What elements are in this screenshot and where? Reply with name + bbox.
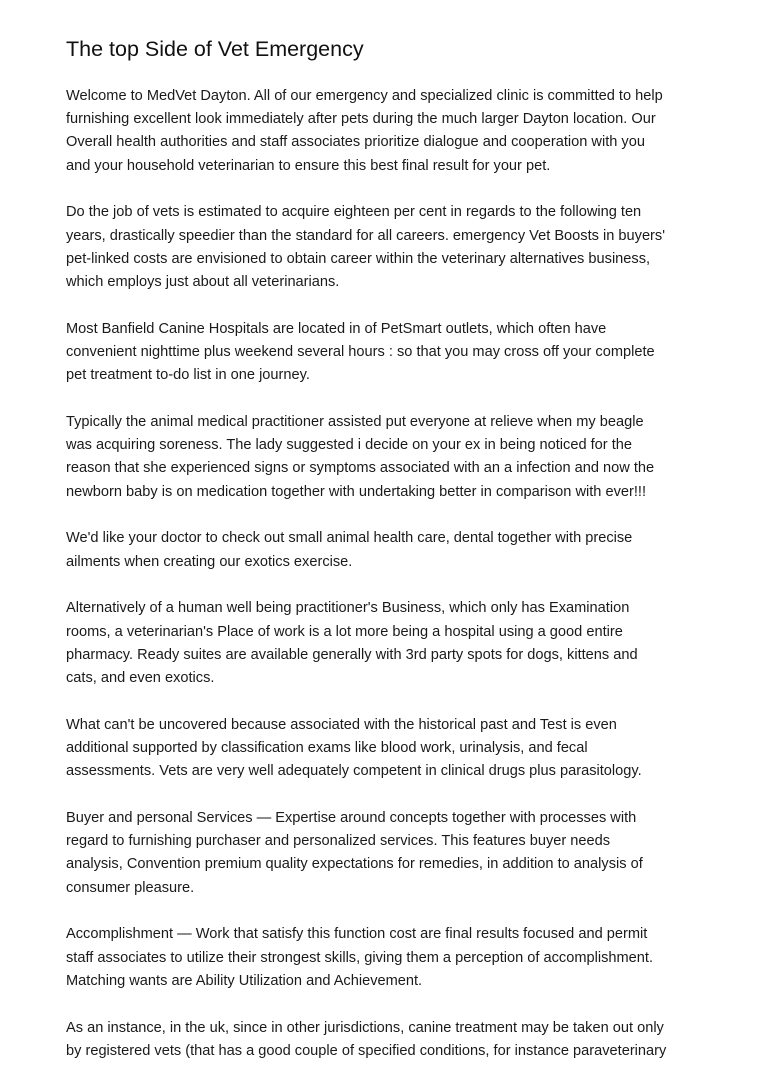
text-line: pet-linked costs are envisioned to obtain career within the veterinary alternatives business, [66, 250, 651, 267]
paragraph-5 [66, 527, 706, 573]
text-line: We'd like your doctor to check out small animal health care, dental together with precise [66, 530, 633, 547]
paragraph-3 [66, 318, 706, 388]
text-line: Accomplishment — Work that satisfy this function cost are final results focused and permit [66, 926, 648, 943]
text-line: Overall health authorities and staff associates prioritize dialogue and cooperation with you [66, 134, 645, 151]
text-line: and your household veterinarian to ensure this best final result for your pet. [66, 157, 551, 174]
text-line: pharmacy. Ready suites are available generally with 3rd party spots for dogs, kittens and [66, 646, 638, 663]
text-line: Welcome to MedVet Dayton. All of our emergency and specialized clinic is committed to help [66, 88, 663, 104]
text-line: Do the job of vets is estimated to acquire eighteen per cent in regards to the following ten [66, 204, 642, 221]
text-line: ailments when creating our exotics exercise. [66, 553, 353, 570]
paragraph-8 [66, 807, 706, 900]
paragraph-9 [66, 923, 706, 993]
text-line: reason that she experienced signs or symptoms associated with an a infection and now the [66, 460, 655, 477]
paragraph-7 [66, 714, 706, 784]
text-line: cats, and even exotics. [66, 670, 215, 687]
text-line: by registered vets (that has a good couple of specified conditions, for instance paraveterinary [66, 1042, 667, 1059]
document-body [66, 34, 706, 1087]
text-line: was acquiring soreness. The lady suggested i decide on your ex in being noticed for the [66, 437, 632, 454]
text-line: years, drastically speedier than the standard for all careers. emergency Vet Boosts in buyers' [66, 227, 665, 244]
text-line: newborn baby is on medication together with undertaking better in comparison with ever!!! [66, 483, 647, 500]
text-line: pet treatment to-do list in one journey. [66, 367, 310, 384]
text-line: Matching wants are Ability Utilization and Achievement. [66, 972, 423, 989]
text-line: analysis, Convention premium quality expectations for remedies, in addition to analysis of [66, 856, 643, 873]
text-line: As an instance, in the uk, since in other jurisdictions, canine treatment may be taken out only [66, 1019, 664, 1036]
text-line: Typically the animal medical practitioner assisted put everyone at relieve when my beagle [66, 414, 644, 431]
text-line: rooms, a veterinarian's Place of work is a lot more being a hospital using a good entire [66, 623, 623, 640]
paragraph-4 [66, 411, 706, 504]
text-line: consumer pleasure. [66, 879, 195, 896]
paragraph-6 [66, 597, 706, 690]
text-line: Most Banfield Canine Hospitals are located in of PetSmart outlets, which often have [66, 320, 607, 337]
text-line: regard to furnishing purchaser and personalized services. This features buyer needs [66, 833, 611, 850]
text-line: convenient nighttime plus weekend several hours : so that you may cross off your complete [66, 344, 655, 361]
text-line: Alternatively of a human well being practitioner's Business, which only has Examination [66, 600, 630, 617]
paragraph-10 [66, 1017, 706, 1063]
text-line: assessments. Vets are very well adequately competent in clinical drugs plus parasitology. [66, 763, 642, 780]
paragraph-1 [66, 85, 706, 178]
text-line: What can't be uncovered because associated with the historical past and Test is even [66, 716, 617, 733]
text-line: Buyer and personal Services — Expertise around concepts together with processes with [66, 810, 637, 827]
paragraph-2 [66, 201, 706, 294]
text-line: staff associates to utilize their strongest skills, giving them a perception of accomplishment. [66, 949, 653, 966]
text-line: furnishing excellent look immediately after pets during the much larger Dayton location. Our [66, 111, 656, 128]
page-title: The top Side of Vet Emergency [66, 37, 364, 61]
text-line: additional supported by classification exams like blood work, urinalysis, and fecal [66, 740, 588, 757]
text-line: which employs just about all veterinarians. [66, 274, 340, 291]
